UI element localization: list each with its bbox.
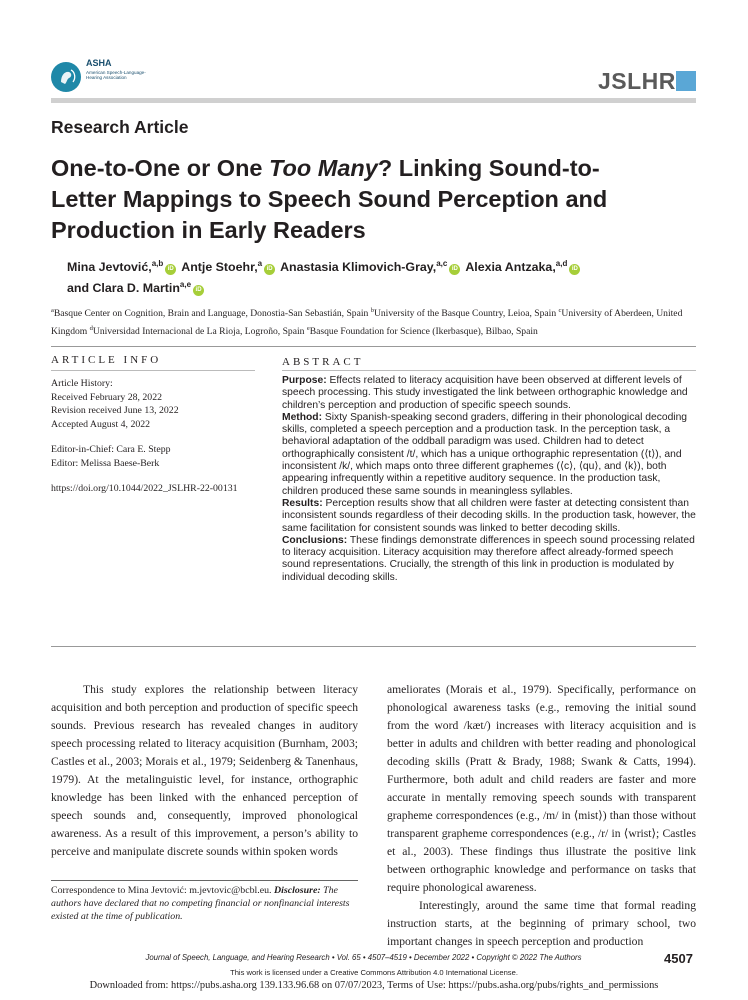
accepted-date: Accepted August 4, 2022 [51,418,151,430]
author-affil-sup: a [257,259,263,268]
author-name: Mina Jevtović, [67,260,152,275]
disclosure-label: Disclosure: [274,885,321,896]
affil-sup: a [51,307,54,314]
received-date: Received February 28, 2022 [51,391,162,403]
author-name: Alexia Antzaka, [465,260,556,275]
article-info [51,377,266,496]
orcid-icon[interactable]: iD [569,264,580,275]
orcid-icon[interactable]: iD [193,285,204,296]
author-affil-sup: a,e [179,280,192,290]
article-info-heading: ARTICLE INFO [51,354,162,366]
body-right-column [387,681,696,951]
body-right-paragraph-1: ameliorates (Morais et al., 1979). Specifically, performance on phonological awareness tasks (e.g., removing the initial sound from the word /kæt/) increases with literacy acquisition and is better in adults and children with better reading and phonological decoding skills (Pratt & Brady, 1988; Swank & Catts, 1994). Furthermore, both adult and child readers are faster and more accurate in mentally removing speech sounds with transparent grapheme correspondences (e.g., /m/ in ⟨mist⟩) than those without transparent grapheme correspondences (e.g., /r/ in ⟨wrist⟩; Castles et al., 2003). These findings thus illustrate the positive link between orthographic knowledge and performance on tasks that require phonological awareness. [387,683,696,894]
doi-link[interactable]: https://doi.org/10.1044/2022_JSLHR-22-00131 [51,483,238,494]
section-rule [51,346,696,347]
author-list [67,255,667,297]
history-label: Article History: [51,378,113,389]
purpose-label: Purpose: [282,375,327,386]
editor-in-chief: Editor-in-Chief: Cara E. Stepp [51,444,171,455]
asha-logo-icon [51,62,81,92]
affil-text: University of the Basque Country, Leioa, Spain [373,308,559,320]
section-end-rule [51,646,696,647]
author-name: and Clara D. Martin [67,281,180,296]
author-affil-sup: a,d [555,259,568,268]
abstract-heading: ABSTRACT [282,356,364,368]
article-type: Research Article [51,117,189,137]
results-text: Perception results show that all children were faster at detecting consistent than inconsistent sounds regardless of their decoding skills. In the production task, however, the same facilitation for consistent sounds was linked to better decoding skills. [282,497,696,534]
conclusions-text: These findings demonstrate differences in speech sound processing related to literacy acquisition. Literacy acquisition may therefore affect already-formed speech sound representations. Crucially, the strength of this link in production is modulated by individual decoding skills. [282,534,695,583]
orcid-icon[interactable]: iD [264,264,275,275]
orcid-icon[interactable]: iD [449,264,460,275]
author-name: Antje Stoehr, [181,260,258,275]
journal-accent-square [676,71,696,91]
affiliations [51,304,699,339]
title-italic: Too Many [269,155,378,181]
results-label: Results: [282,497,323,509]
affil-text: Basque Foundation for Science (Ikerbasque), Bilbao, Spain [309,325,538,337]
journal-citation: Journal of Speech, Language, and Hearing Research • Vol. 65 • 4507–4519 • December 2022 • Copyright © 2022 The Authors [145,953,582,962]
author-name: Anastasia Klimovich-Gray, [280,260,437,275]
correspondence-text: Correspondence to Mina Jevtović: m.jevtovic@bcbl.eu. [51,885,274,896]
affil-sup: c [558,307,562,314]
affil-text: Universidad Internacional de La Rioja, Logroño, Spain [92,325,307,337]
purpose-text: Effects related to literacy acquisition have been observed at different levels of speech processing. This study investigated the link between orthographic knowledge and children’s perception and production of specific speech sounds. [282,375,688,411]
license-line[interactable]: This work is licensed under a Creative Commons Attribution 4.0 International License. [230,968,518,977]
method-text: Sixty Spanish-speaking second graders, differing in their phonological decoding skills, completed a speech perception and a production task. In the perception task, a behavioral adaptation of the oddball paradigm was used. Children had to detect orthographically consistent /t/, which has a unique orthographic representation (⟨t⟩), and inconsistent /k/, which maps onto three different graphemes (⟨c⟩, ⟨qu⟩, and ⟨k⟩), both appearing infrequently within a repetitive auditory sequence. In the production task, children produced these same sounds in meaningless syllables. [282,411,688,497]
asha-logo-text: ASHA [86,58,112,68]
affil-text: Basque Center on Cognition, Brain and Language, Donostia-San Sebastián, Spain [53,308,371,320]
disclosure-text: The authors have declared that no competing financial or nonfinancial interests existed at the time of publication. [51,885,350,922]
title-part2: ? Linking Sound-to-Letter Mappings to Speech Sound Perception and Production in Early Readers [51,155,608,243]
revision-date: Revision received June 13, 2022 [51,405,179,416]
conclusions-label: Conclusions: [282,534,348,546]
author-affil-sup: a,b [151,259,164,268]
affil-sup: b [370,307,374,314]
title-part1: One-to-One or One [51,155,270,181]
affil-sup: d [89,324,93,332]
asha-logo-subtitle: American Speech-Language-Hearing Association [86,70,146,81]
abstract-body [282,375,696,584]
author-affil-sup: a,c [436,259,448,268]
article-title [51,153,651,246]
body-left-column: This study explores the relationship between literacy acquisition and both perception and production of specific speech sounds. Previous research has revealed changes in auditory speech processing related to literacy acquisition (Burnham, 2003; Castles et al., 2003; Morais et al., 1979; Seidenberg & Tanenhaus, 1979). At the metalinguistic level, for instance, orthographic knowledge has been linked with the enhanced perception of speech sounds and, consequently, improved phonological awareness. As a result of this improvement, a person’s ability to perceive and manipulate discrete sounds within spoken words [51,683,358,858]
editor: Editor: Melissa Baese-Berk [51,457,160,469]
abstract-rule [282,370,696,371]
body-right-paragraph-2: Interestingly, around the same time that formal reading instruction starts, at the beginning of primary school, two important changes in speech perception and production [387,899,696,948]
affil-sup: e [306,324,310,332]
method-label: Method: [282,411,323,423]
header-rule [51,98,696,103]
footnote-rule [51,880,358,881]
affil-text: University of Aberdeen, United Kingdom [51,308,683,337]
download-info: Downloaded from: https://pubs.asha.org 139.133.96.68 on 07/07/2023, Terms of Use: https://pubs.asha.org/pubs/rights_and_permissions [89,980,659,991]
orcid-icon[interactable]: iD [165,264,176,275]
info-rule [51,370,255,371]
journal-abbreviation: JSLHR [598,68,676,94]
correspondence-footnote [51,884,358,923]
page-number: 4507 [664,951,693,966]
